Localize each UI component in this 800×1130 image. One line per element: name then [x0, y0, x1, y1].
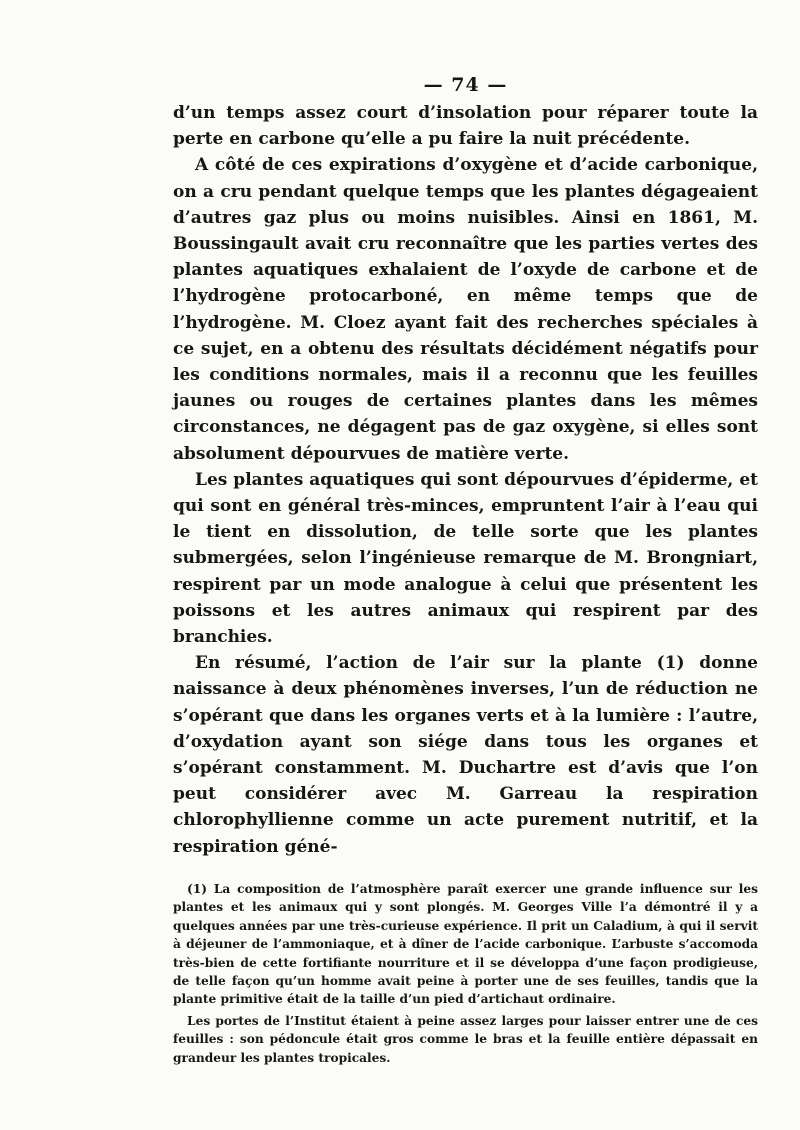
footnote-2: Les portes de l’Institut étaient à peine assez larges pour laisser entrer une de ces feuilles : son pédoncule était gros comme le bras et la feuille entière dépassait en grandeur les plantes tropicales. — [173, 1013, 758, 1065]
footnote-1: (1) La composition de l’atmosphère paraît exercer une grande influence sur les plantes et les animaux qui y sont plongés. M. Georges Ville l’a démontré il y a quelques années par une très-curieuse expérience. Il prit un Caladium, à qui il servit à déjeuner de l’ammoniaque, et à dîner de l’acide carbonique. L’arbuste s’accomoda très-bien de cette fortifiante nourriture et il se développa d’une façon prodigieuse, de telle façon qu’un homme avait peine à porter une de ses feuilles, tandis que la plante primitive était de la taille d’un pied d’artichaut ordinaire. — [173, 881, 758, 1007]
page-number: — 74 — — [423, 74, 508, 96]
paragraph-3: Les plantes aquatiques qui sont dépourvues d’épiderme, et qui sont en général très-minces, empruntent l’air à l’eau qui le tient en dissolution, de telle sorte que les plantes submergées, selon l’ingénieuse remarque de M. Brongniart, respirent par un mode analogue à celui que présentent les poissons et les autres animaux qui respirent par des branchies. — [173, 469, 758, 648]
paragraph-2: A côté de ces expirations d’oxygène et d’acide carbonique, on a cru pendant quelque temps que les plantes dégageaient d’autres gaz plus ou moins nuisibles. Ainsi en 1861, M. Boussingault avait cru reconnaître que les parties vertes des plantes aquatiques exhalaient de l’oxyde de carbone et de l’hydrogène protocarboné, en même temps que de l’hydrogène. M. Cloez ayant fait des recherches spéciales à ce sujet, en a obtenu des résultats décidément négatifs pour les conditions normales, mais il a reconnu que les feuilles jaunes ou rouges de certaines plantes dans les mêmes circonstances, ne dégagent pas de gaz oxygène, si elles sont absolument dépourvues de matière verte. — [173, 155, 758, 464]
footnotes — [173, 880, 758, 1067]
paragraph-1: d’un temps assez court d’insolation pour réparer toute la perte en carbone qu’elle a pu faire la nuit précédente. — [173, 103, 758, 150]
paragraph-4: En résumé, l’action de l’air sur la plante (1) donne naissance à deux phénomènes inverses, l’un de réduction ne s’opérant que dans les organes verts et à la lumière : l’autre, d’oxydation ayant son siége dans tous les organes et s’opérant constamment. M. Duchartre est d’avis que l’on peut considérer avec M. Garreau la respiration chlorophyllienne comme un acte purement nutritif, et la respiration géné- — [173, 653, 758, 857]
document-page — [173, 74, 758, 1067]
main-text — [173, 100, 758, 860]
